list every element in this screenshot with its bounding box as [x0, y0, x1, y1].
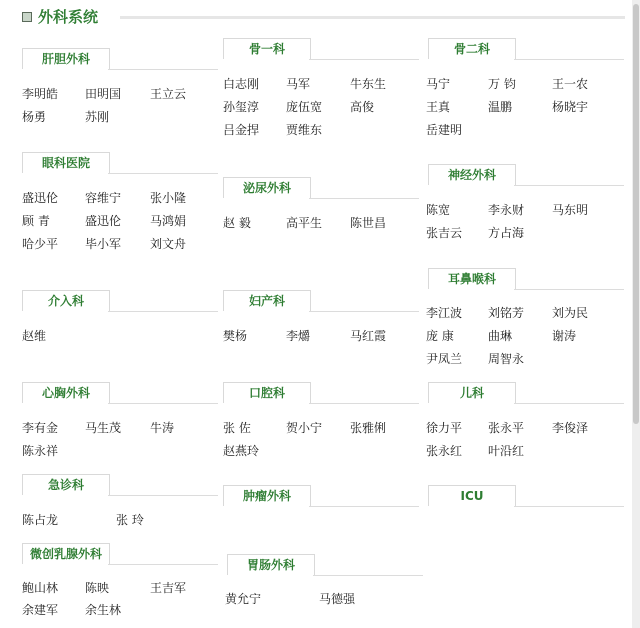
- doctor-name[interactable]: 贾维东: [286, 123, 323, 137]
- section-fuchan: [221, 290, 419, 343]
- doctor-name[interactable]: 万 钧: [488, 77, 516, 91]
- section-tab-xinxiong[interactable]: 心胸外科: [22, 382, 110, 403]
- doctor-name[interactable]: 王真: [426, 100, 451, 114]
- doctor-name[interactable]: 刘铭芳: [488, 306, 525, 320]
- doctor-name[interactable]: 牛东生: [350, 77, 387, 91]
- scrollbar-thumb[interactable]: [633, 4, 639, 424]
- doctor-name[interactable]: 张永平: [488, 421, 525, 435]
- doctor-name[interactable]: 黄允宁: [225, 592, 262, 606]
- section-tab-icu[interactable]: ICU: [428, 485, 516, 506]
- section-tab-guer[interactable]: 骨二科: [428, 38, 516, 59]
- doctor-name[interactable]: 顾 青: [22, 214, 50, 228]
- section-weichang: [225, 554, 423, 606]
- doctor-name[interactable]: 陈宽: [426, 203, 451, 217]
- doctor-name[interactable]: 苏刚: [85, 110, 110, 124]
- doctor-name[interactable]: 哈少平: [22, 237, 59, 251]
- doctor-name[interactable]: 岳建明: [426, 123, 463, 137]
- doctor-name[interactable]: 温鹏: [488, 100, 513, 114]
- doctor-name[interactable]: 徐力平: [426, 421, 463, 435]
- doctor-name[interactable]: 毕小军: [85, 237, 122, 251]
- doctor-name[interactable]: 鲍山林: [22, 581, 59, 595]
- section-jizhen: [20, 474, 218, 527]
- section-jieru: [20, 290, 218, 343]
- page-header: [0, 0, 630, 40]
- doctor-name[interactable]: 田明国: [85, 87, 122, 101]
- section-tab-zhongliu[interactable]: 肿瘤外科: [223, 485, 311, 506]
- section-guer: [426, 38, 624, 137]
- doctor-name[interactable]: 马生茂: [85, 421, 122, 435]
- doctor-name[interactable]: 尹凤兰: [426, 352, 463, 366]
- doctor-name[interactable]: 马军: [286, 77, 311, 91]
- doctor-name[interactable]: 余生林: [85, 603, 122, 617]
- doctor-name[interactable]: 盛迅伦: [85, 214, 122, 228]
- doctor-name[interactable]: 陈世昌: [350, 216, 387, 230]
- doctor-name[interactable]: 张 佐: [223, 421, 251, 435]
- doctor-name[interactable]: 盛迅伦: [22, 191, 59, 205]
- doctor-name[interactable]: 容维宁: [85, 191, 122, 205]
- page-title: 外科系统: [38, 8, 99, 26]
- section-tab-miniao[interactable]: 泌尿外科: [223, 177, 311, 198]
- doctor-name[interactable]: 樊杨: [223, 329, 248, 343]
- doctor-name[interactable]: 牛涛: [150, 421, 175, 435]
- doctor-name[interactable]: 李俊泽: [552, 421, 589, 435]
- doctor-name[interactable]: 赵燕玲: [223, 444, 260, 458]
- section-tab-weichang[interactable]: 胃肠外科: [227, 554, 315, 575]
- doctor-name[interactable]: 马鸿娟: [150, 214, 187, 228]
- doctor-name[interactable]: 周智永: [488, 352, 525, 366]
- doctor-name[interactable]: 赵维: [22, 329, 47, 343]
- section-miniao: [221, 177, 419, 230]
- doctor-name[interactable]: 马德强: [319, 592, 356, 606]
- doctor-name[interactable]: 曲琳: [488, 329, 513, 343]
- section-shenjing: [426, 164, 624, 240]
- section-tab-erbi[interactable]: 耳鼻喉科: [428, 268, 516, 289]
- doctor-name[interactable]: 庞伍宽: [286, 100, 323, 114]
- doctor-name[interactable]: 马宁: [426, 77, 451, 91]
- header-divider: [120, 16, 625, 19]
- doctor-name[interactable]: 谢涛: [552, 329, 577, 343]
- doctor-name[interactable]: 李江波: [426, 306, 463, 320]
- doctor-name[interactable]: 张永红: [426, 444, 463, 458]
- section-erke: [426, 382, 624, 458]
- section-tab-shenjing[interactable]: 神经外科: [428, 164, 516, 185]
- doctor-name[interactable]: 王一农: [552, 77, 589, 91]
- doctor-name[interactable]: 张雅俐: [350, 421, 387, 435]
- section-icu: [426, 485, 624, 507]
- section-zhongliu: [221, 485, 419, 507]
- doctor-name[interactable]: 刘文舟: [150, 237, 187, 251]
- doctor-name[interactable]: 贺小宁: [286, 421, 323, 435]
- doctor-name[interactable]: 庞 康: [426, 329, 454, 343]
- doctor-name[interactable]: 李爝: [286, 329, 311, 343]
- doctor-name[interactable]: 张 玲: [116, 513, 144, 527]
- doctor-name[interactable]: 孙玺淳: [223, 100, 260, 114]
- doctor-name[interactable]: 张吉云: [426, 226, 463, 240]
- section-yanke: [20, 152, 218, 251]
- doctor-name[interactable]: 马东明: [552, 203, 589, 217]
- section-tab-jizhen[interactable]: 急诊科: [22, 474, 110, 495]
- section-xinxiong: [20, 382, 218, 458]
- section-tab-gandan[interactable]: 肝胆外科: [22, 48, 110, 69]
- section-tab-weichuang[interactable]: 微创乳腺外科: [22, 543, 110, 564]
- doctor-name[interactable]: 马红霞: [350, 329, 387, 343]
- vertical-scrollbar[interactable]: [632, 0, 640, 628]
- section-weichuang: [20, 543, 218, 617]
- doctor-name[interactable]: 王吉军: [150, 581, 187, 595]
- doctor-name[interactable]: 白志刚: [223, 77, 260, 91]
- doctor-name[interactable]: 陈永祥: [22, 444, 59, 458]
- section-erbi: [426, 268, 624, 366]
- doctor-name[interactable]: 陈映: [85, 581, 110, 595]
- doctor-name[interactable]: 王立云: [150, 87, 187, 101]
- section-tab-kouqiang[interactable]: 口腔科: [223, 382, 311, 403]
- section-tab-yanke[interactable]: 眼科医院: [22, 152, 110, 173]
- section-kouqiang: [221, 382, 419, 458]
- doctor-name[interactable]: 余建军: [22, 603, 59, 617]
- doctor-name[interactable]: 李有金: [22, 421, 59, 435]
- doctor-name[interactable]: 陈占龙: [22, 513, 59, 527]
- doctor-name[interactable]: 赵 毅: [223, 216, 251, 230]
- doctor-name[interactable]: 叶沿红: [488, 444, 525, 458]
- section-tab-erke[interactable]: 儿科: [428, 382, 516, 403]
- section-tab-guyi[interactable]: 骨一科: [223, 38, 311, 59]
- doctor-name[interactable]: 方占海: [488, 226, 525, 240]
- doctor-name[interactable]: 李永财: [488, 203, 525, 217]
- doctor-name[interactable]: 李明皓: [22, 87, 59, 101]
- section-tab-fuchan[interactable]: 妇产科: [223, 290, 311, 311]
- section-guyi: [221, 38, 419, 137]
- section-tab-jieru[interactable]: 介入科: [22, 290, 110, 311]
- doctor-name[interactable]: 刘为民: [552, 306, 589, 320]
- bullet-square-icon: [22, 12, 32, 22]
- doctor-name[interactable]: 高平生: [286, 216, 323, 230]
- doctor-name[interactable]: 吕金捍: [223, 123, 260, 137]
- doctor-name[interactable]: 杨晓宇: [552, 100, 589, 114]
- doctor-name[interactable]: 高俊: [350, 100, 375, 114]
- doctor-name[interactable]: 杨勇: [22, 110, 47, 124]
- section-gandan: [20, 48, 218, 124]
- doctor-name[interactable]: 张小隆: [150, 191, 187, 205]
